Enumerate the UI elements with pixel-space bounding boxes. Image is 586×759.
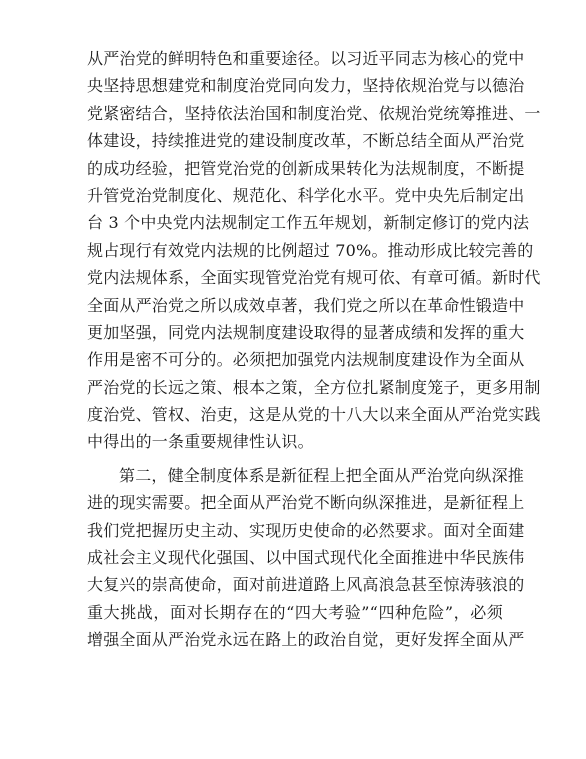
- text-line: 全面从严治党之所以成效卓著，我们党之所以在革命性锻造中: [87, 295, 525, 315]
- text-line: 从严治党的鲜明特色和重要途径。以习近平同志为核心的党中: [87, 49, 525, 68]
- text-line: 成社会主义现代化强国、以中国式现代化全面推进中华民族伟: [87, 548, 525, 568]
- text-line: 重大挑战，面对长期存在的“四大考验”“四种危险”，必须: [87, 602, 503, 622]
- paragraph-2: [87, 462, 525, 654]
- text-line: 作用是密不可分的。必须把加强党内法规制度建设作为全面从: [87, 350, 525, 370]
- text-line: 更加坚强，同党内法规制度建设取得的显著成绩和发挥的重大: [87, 322, 525, 342]
- text-line: 我们党把握历史主动、实现历史使命的必然要求。面对全面建: [87, 520, 525, 540]
- text-line: 升管党治党制度化、规范化、科学化水平。党中央先后制定出: [87, 185, 525, 205]
- text-line: 央坚持思想建党和制度治党同向发力，坚持依规治党与以德治: [87, 76, 525, 96]
- text-line: 度治党、管权、治吏，这是从党的十八大以来全面从严治党实践: [87, 405, 541, 425]
- text-line: 的成功经验，把管党治党的创新成果转化为法规制度，不断提: [87, 158, 525, 178]
- text-line: 台 3 个中央党内法规制定工作五年规划，新制定修订的党内法: [87, 213, 530, 233]
- text-line: 规占现行有效党内法规的比例超过 70%。推动形成比较完善的: [87, 240, 534, 260]
- text-line: 第二，健全制度体系是新征程上把全面从严治党向纵深推: [119, 465, 525, 485]
- text-line: 严治党的长远之策、根本之策，全方位扎紧制度笼子，更多用制: [87, 377, 541, 397]
- document-page: [87, 45, 541, 654]
- text-line: 大复兴的崇高使命，面对前进道路上风高浪急甚至惊涛骇浪的: [87, 575, 525, 595]
- text-line: 中得出的一条重要规律性认识。: [87, 432, 314, 452]
- text-line: 党内法规体系，全面实现管党治党有规可依、有章可循。新时代: [87, 268, 541, 288]
- text-line: 党紧密结合，坚持依法治国和制度治党、依规治党统筹推进、一: [87, 103, 541, 123]
- text-line: 进的现实需要。把全面从严治党不断向纵深推进，是新征程上: [87, 493, 525, 513]
- text-line: 体建设，持续推进党的建设制度改革，不断总结全面从严治党: [87, 131, 525, 151]
- text-line: 增强全面从严治党永远在路上的政治自觉，更好发挥全面从严: [87, 630, 525, 650]
- paragraph-1: [87, 45, 541, 456]
